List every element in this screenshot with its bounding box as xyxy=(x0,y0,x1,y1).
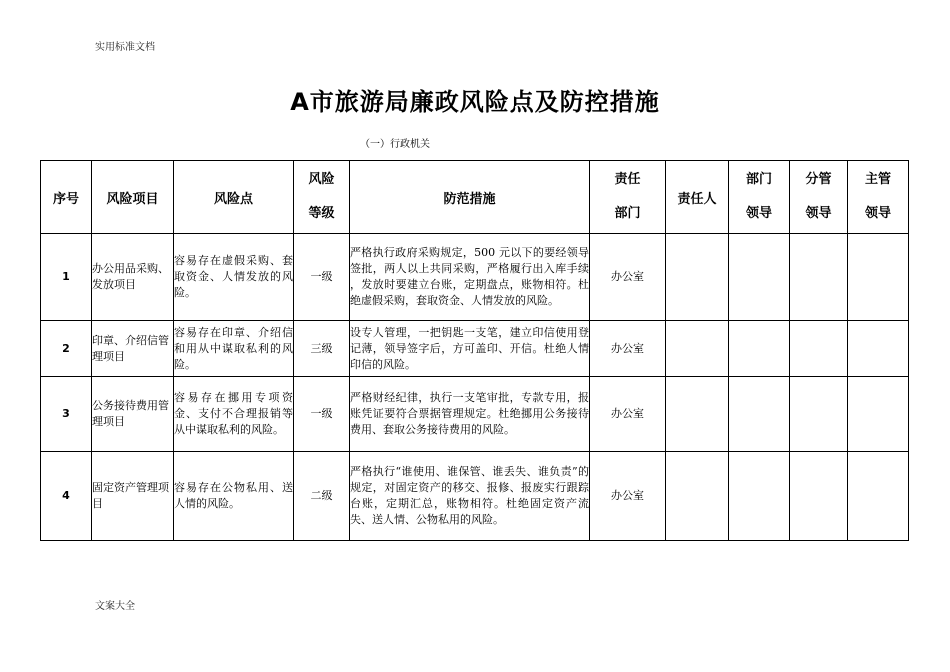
header-main-leader xyxy=(848,161,909,234)
page-header-note: 实用标准文档 xyxy=(95,42,155,53)
row-supervising-leader xyxy=(790,452,848,541)
header-risk-level-line2: 等级 xyxy=(308,206,335,221)
row-responsible-dept: 办公室 xyxy=(590,377,666,452)
row-dept-leader xyxy=(729,452,790,541)
section-subtitle: （一）行政机关 xyxy=(360,139,430,150)
row-risk-level: 一级 xyxy=(294,377,350,452)
row-measures: 设专人管理，一把钥匙一支笔，建立印信使用登记薄，领导签字后，方可盖印、开信。杜绝人情印信的风险。 xyxy=(350,321,590,377)
header-dept-leader-line2: 领导 xyxy=(745,206,772,221)
header-responsible-dept-line2: 部门 xyxy=(614,206,641,221)
row-responsible-dept: 办公室 xyxy=(590,452,666,541)
row-risk-item: 办公用品采购、发放项目 xyxy=(92,234,174,321)
row-dept-leader xyxy=(729,321,790,377)
header-supervising-leader xyxy=(790,161,848,234)
row-main-leader xyxy=(848,452,909,541)
row-risk-point: 容易存在公物私用、送人情的风险。 xyxy=(174,452,294,541)
row-seq: 1 xyxy=(41,234,92,321)
row-responsible-dept: 办公室 xyxy=(590,234,666,321)
row-measures: 严格执行政府采购规定，500 元以下的要经领导签批，两人以上共同采购，严格履行出入库手续 ，发放时要建立台账，定期盘点，账物相符。杜绝虚假采购，套取资金、人情发放的风险。 xyxy=(350,234,590,321)
row-risk-level: 二级 xyxy=(294,452,350,541)
row-seq: 2 xyxy=(41,321,92,377)
header-risk-level xyxy=(294,161,350,234)
row-main-leader xyxy=(848,321,909,377)
header-responsible-dept-line1: 责任 xyxy=(614,172,641,187)
row-responsible-dept: 办公室 xyxy=(590,321,666,377)
row-measures: 严格执行“谁使用、谁保管、谁丢失、谁负责”的规定，对固定资产的移交、报修、报废实行跟踪台账，定期汇总，账物相符。杜绝固定资产流失、送人情、公物私用的风险。 xyxy=(350,452,590,541)
row-seq: 4 xyxy=(41,452,92,541)
row-main-leader xyxy=(848,377,909,452)
table-row xyxy=(41,321,909,377)
page-footer-note: 文案大全 xyxy=(95,601,135,612)
risk-control-table xyxy=(40,160,909,541)
row-risk-level: 三级 xyxy=(294,321,350,377)
header-dept-leader-line1: 部门 xyxy=(745,172,772,187)
row-risk-point: 容易存在挪用专项资金、支付不合理报销等从中谋取私利的风险。 xyxy=(174,377,294,452)
row-risk-level: 一级 xyxy=(294,234,350,321)
header-supervising-leader-line2: 领导 xyxy=(805,206,832,221)
row-measures: 严格财经纪律，执行一支笔审批，专款专用，报账凭证要符合票据管理规定。杜绝挪用公务接待费用、套取公务接待费用的风险。 xyxy=(350,377,590,452)
header-main-leader-line2: 领导 xyxy=(864,206,891,221)
row-responsible-person xyxy=(666,452,729,541)
header-supervising-leader-line1: 分管 xyxy=(805,172,832,187)
document-title: A市旅游局廉政风险点及防控措施 xyxy=(290,88,660,116)
header-responsible-dept xyxy=(590,161,666,234)
row-risk-item: 固定资产管理项目 xyxy=(92,452,174,541)
header-dept-leader xyxy=(729,161,790,234)
row-risk-point: 容易存在印章、介绍信和用从中谋取私利的风险。 xyxy=(174,321,294,377)
table-row xyxy=(41,377,909,452)
row-main-leader xyxy=(848,234,909,321)
row-dept-leader xyxy=(729,377,790,452)
header-seq: 序号 xyxy=(41,161,92,234)
row-responsible-person xyxy=(666,321,729,377)
row-risk-point: 容易存在虚假采购、套取资金、人情发放的风险。 xyxy=(174,234,294,321)
header-risk-point: 风险点 xyxy=(174,161,294,234)
row-seq: 3 xyxy=(41,377,92,452)
row-responsible-person xyxy=(666,234,729,321)
header-risk-item: 风险项目 xyxy=(92,161,174,234)
table-row xyxy=(41,452,909,541)
header-risk-level-line1: 风险 xyxy=(308,172,335,187)
header-main-leader-line1: 主管 xyxy=(864,172,891,187)
row-supervising-leader xyxy=(790,377,848,452)
header-responsible-person: 责任人 xyxy=(666,161,729,234)
row-risk-item: 公务接待费用管理项目 xyxy=(92,377,174,452)
row-supervising-leader xyxy=(790,234,848,321)
table-row xyxy=(41,234,909,321)
header-measures: 防范措施 xyxy=(350,161,590,234)
row-supervising-leader xyxy=(790,321,848,377)
table-header-row xyxy=(41,161,909,234)
row-dept-leader xyxy=(729,234,790,321)
row-risk-item: 印章、介绍信管理项目 xyxy=(92,321,174,377)
row-responsible-person xyxy=(666,377,729,452)
